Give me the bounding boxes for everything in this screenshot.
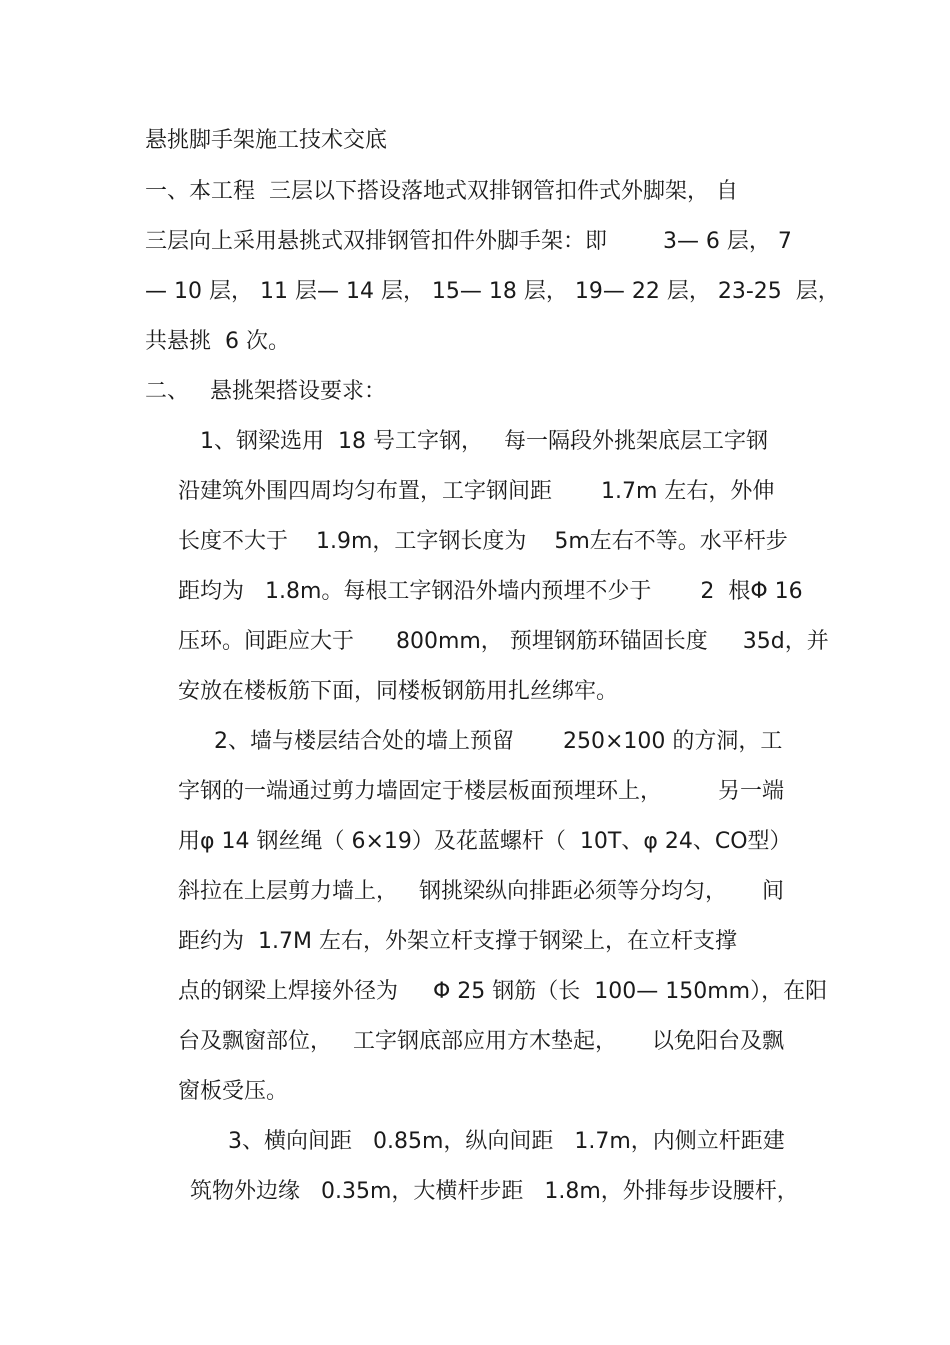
paragraph-line: 安放在楼板筋下面，同楼板钢筋用扎丝绑牢。: [178, 679, 619, 704]
paragraph-line: 用φ 14 钢丝绳（ 6×19）及花蓝螺杆（ 10T、φ 24、CO型）: [178, 829, 792, 854]
paragraph-line: 窗板受压。: [178, 1079, 289, 1104]
paragraph-line: 筑物外边缘 0.35m，大横杆步距 1.8m，外排每步设腰杆，: [190, 1179, 799, 1204]
section-heading: 二、 悬挑架搭设要求：: [145, 379, 386, 404]
paragraph-line: — 10 层， 11 层— 14 层， 15— 18 层， 19— 22 层， 23-25 层，: [145, 279, 840, 304]
document-title: 悬挑脚手架施工技术交底: [145, 128, 388, 153]
paragraph-line: 共悬挑 6 次。: [145, 329, 290, 354]
paragraph-line: 三层向上采用悬挑式双排钢管扣件外脚手架：即 3— 6 层， 7: [145, 229, 792, 254]
paragraph-line: 3、横向间距 0.85m，纵向间距 1.7m，内侧立杆距建: [228, 1129, 785, 1154]
paragraph-line: 字钢的一端通过剪力墙固定于楼层板面预埋环上， 另一端: [178, 779, 784, 804]
paragraph-line: 距均为 1.8m。每根工字钢沿外墙内预埋不少于 2 根Φ 16: [178, 579, 803, 604]
paragraph-line: 点的钢梁上焊接外径为 Φ 25 钢筋（长 100— 150mm），在阳: [178, 979, 828, 1004]
paragraph-line: 斜拉在上层剪力墙上， 钢挑梁纵向排距必须等分均匀， 间: [178, 879, 784, 904]
paragraph-line: 台及飘窗部位， 工字钢底部应用方木垫起， 以免阳台及飘: [178, 1029, 784, 1054]
paragraph-line: 长度不大于 1.9m，工字钢长度为 5m左右不等。水平杆步: [178, 529, 788, 554]
paragraph-line: 压环。间距应大于 800mm， 预埋钢筋环锚固长度 35d，并: [178, 629, 829, 654]
paragraph-line: 一、本工程 三层以下搭设落地式双排钢管扣件式外脚架， 自: [145, 179, 738, 204]
paragraph-line: 沿建筑外围四周均匀布置，工字钢间距 1.7m 左右，外伸: [178, 479, 775, 504]
paragraph-line: 1、钢梁选用 18 号工字钢， 每一隔段外挑架底层工字钢: [200, 429, 768, 454]
paragraph-line: 2、墙与楼层结合处的墙上预留 250×100 的方洞，工: [214, 729, 783, 754]
paragraph-line: 距约为 1.7M 左右，外架立杆支撑于钢梁上，在立杆支撑: [178, 929, 737, 954]
